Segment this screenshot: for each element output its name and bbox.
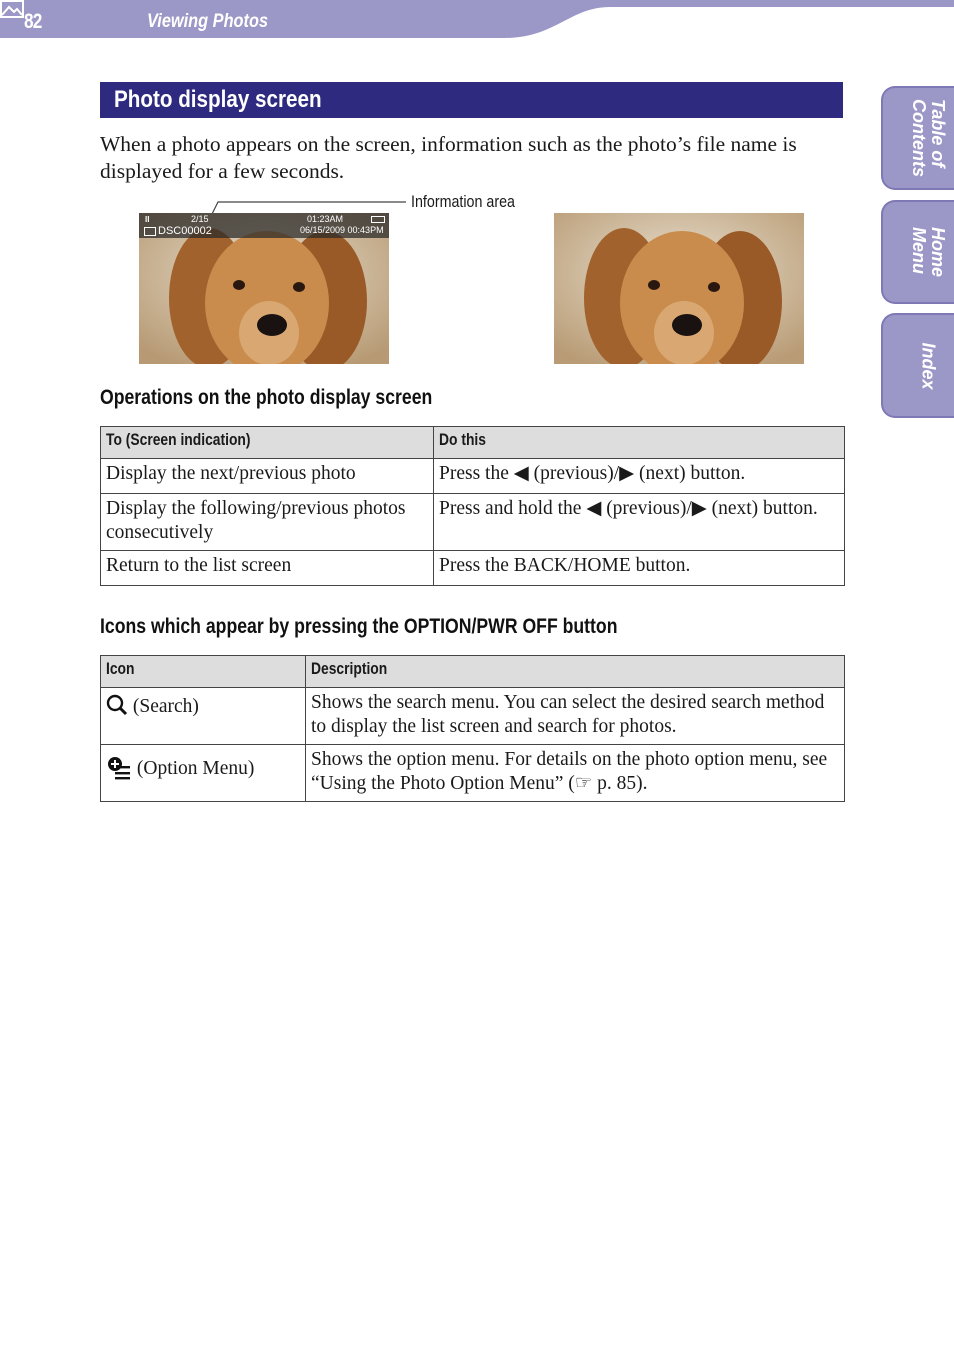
option-menu-icon (106, 755, 132, 781)
photo-datetime: 06/15/2009 00:43PM (300, 225, 384, 235)
photo-icon (0, 0, 24, 18)
operations-table (100, 426, 845, 586)
tab-label-line: Menu (909, 226, 929, 274)
tab-index[interactable] (881, 313, 954, 418)
tab-table-of-contents-label (909, 99, 947, 177)
icons-table (100, 655, 845, 802)
column-header: Description (306, 656, 845, 688)
information-area-label: Information area (411, 192, 515, 211)
intro-paragraph: When a photo appears on the screen, information such as the photo’s file name is displayed for a few seconds. (100, 132, 797, 183)
search-icon (106, 694, 128, 716)
tab-label-line: Index (918, 341, 939, 390)
table-row (101, 459, 845, 494)
pause-indicator: II (145, 215, 150, 224)
tab-table-of-contents[interactable] (881, 86, 954, 190)
tab-label-line: Table of (928, 99, 948, 168)
page-number: 82 (24, 10, 42, 33)
table-cell: Display the following/previous photos consecutively (101, 494, 434, 551)
clock-display: 01:23AM (307, 214, 344, 224)
column-header: Icon (101, 656, 306, 688)
tab-index-label (919, 342, 938, 389)
table-header-row (101, 656, 845, 688)
table-cell: Shows the option menu. For details on the photo option menu, see “Using the Photo Option Menu” (☞ p. 85). (306, 745, 845, 802)
table-row (101, 494, 845, 551)
battery-icon (371, 216, 385, 223)
photo-with-info-overlay (139, 213, 389, 364)
table-cell: Press the BACK/HOME button. (434, 551, 845, 586)
information-area-overlay (139, 213, 389, 238)
table-header-row (101, 427, 845, 459)
table-row (101, 745, 845, 802)
table-cell: Press and hold the ◀ (previous)/▶ (next) button. (434, 494, 845, 551)
page-header (0, 0, 954, 40)
photo-filename: DSC00002 (158, 225, 212, 237)
tab-label-line: Contents (909, 99, 929, 177)
dog-photo (554, 213, 804, 364)
section-heading-bar (100, 82, 843, 118)
header-band (0, 0, 954, 40)
tab-label-line: Home (928, 226, 948, 278)
photo-without-overlay (554, 213, 804, 364)
search-label: (Search) (132, 696, 199, 717)
icons-heading: Icons which appear by pressing the OPTION/PWR OFF button (100, 615, 618, 638)
header-section-title: Viewing Photos (147, 11, 269, 32)
column-header: To (Screen indication) (101, 427, 434, 459)
table-cell: Return to the list screen (101, 551, 434, 586)
table-cell (101, 745, 306, 802)
table-cell: Display the next/previous photo (101, 459, 434, 494)
tab-home-menu[interactable] (881, 200, 954, 304)
tab-home-menu-label (909, 227, 947, 277)
option-menu-label: (Option Menu) (136, 758, 255, 779)
photo-count: 2/15 (191, 214, 209, 224)
table-cell: Shows the search menu. You can select the desired search method to display the list screen and search for photos. (306, 688, 845, 745)
table-row (101, 551, 845, 586)
table-row (101, 688, 845, 745)
table-cell (101, 688, 306, 745)
column-header: Do this (434, 427, 845, 459)
section-title: Photo display screen (114, 86, 322, 113)
file-photo-icon (144, 227, 156, 236)
table-cell: Press the ◀ (previous)/▶ (next) button. (434, 459, 845, 494)
operations-heading: Operations on the photo display screen (100, 386, 433, 409)
